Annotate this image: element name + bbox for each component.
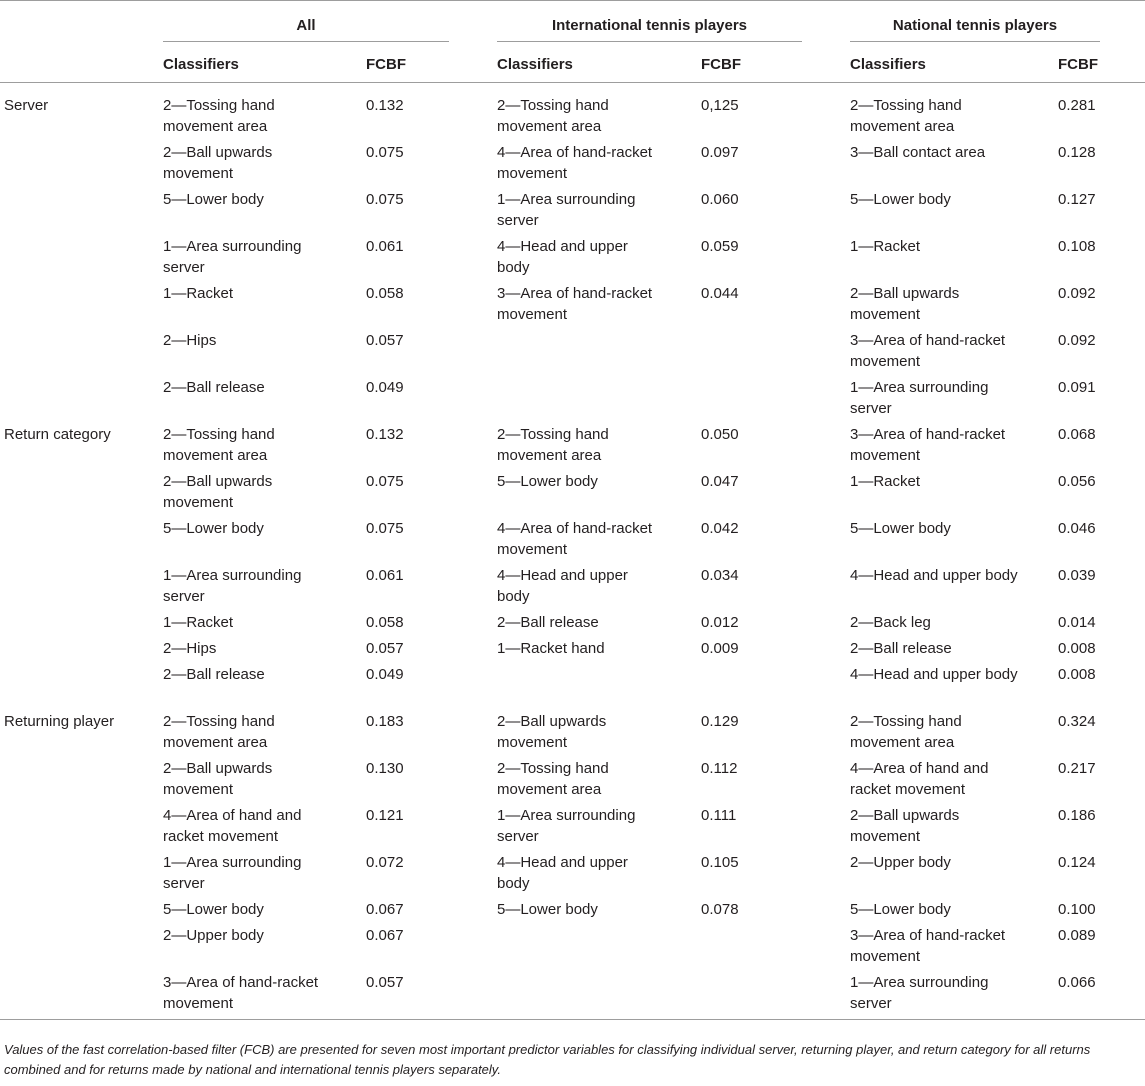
fcbf-value-cell: 0.075 (366, 144, 404, 161)
fcbf-value-cell: 0.128 (1058, 144, 1096, 161)
classifier-cell (497, 330, 701, 377)
classifier-cell: 4—Head and upper body (497, 567, 628, 605)
group-header-national: National tennis players (850, 6, 1145, 42)
classifier-cell: 2—Upper body (850, 854, 951, 871)
table-row (0, 424, 1145, 471)
classifier-cell: 2—Ball upwards movement (850, 285, 960, 323)
classifier-cell: 1—Racket hand (497, 640, 605, 657)
fcbf-value-cell: 0.008 (1058, 666, 1096, 683)
sub-header-row (0, 42, 1145, 83)
fcbf-value-cell (701, 664, 850, 711)
classifier-cell: 2—Tossing hand movement area (850, 97, 962, 135)
classifier-cell: 1—Area surrounding server (497, 807, 636, 845)
fcbf-value-cell: 0.039 (1058, 567, 1096, 584)
table-row (0, 377, 1145, 424)
row-group-label (0, 758, 163, 805)
fcbf-value-cell: 0.111 (701, 807, 737, 824)
fcbf-value-cell: 0.078 (701, 901, 739, 918)
classifier-cell: 2—Tossing hand movement area (497, 426, 609, 464)
col-header-classifiers: Classifiers (497, 56, 573, 73)
fcbf-value-cell: 0.127 (1058, 191, 1096, 208)
fcbf-value-cell: 0.105 (701, 854, 739, 871)
classifier-cell: 4—Head and upper body (850, 666, 1018, 683)
table-row (0, 83, 1145, 143)
table-row (0, 565, 1145, 612)
classifier-cell: 3—Area of hand-racket movement (850, 927, 1006, 965)
classifier-cell: 3—Area of hand-racket movement (850, 332, 1006, 370)
classifier-cell: 2—Tossing hand movement area (497, 97, 609, 135)
classifier-cell: 2—Hips (163, 640, 217, 657)
fcbf-value-cell: 0.217 (1058, 760, 1096, 777)
classifier-cell: 2—Ball release (163, 379, 265, 396)
fcbf-value-cell: 0.047 (701, 473, 739, 490)
fcbf-value-cell: 0.057 (366, 332, 404, 349)
classifier-cell: 1—Racket (163, 614, 234, 631)
row-group-label (0, 189, 163, 236)
classifier-cell: 1—Racket (163, 285, 234, 302)
row-group-label (0, 377, 163, 424)
fcbf-value-cell: 0.067 (366, 927, 404, 944)
classifier-cell (497, 972, 701, 1020)
table-row (0, 142, 1145, 189)
fcbf-value-cell: 0.060 (701, 191, 739, 208)
classifier-cell: 5—Lower body (163, 191, 264, 208)
fcbf-value-cell: 0.130 (366, 760, 404, 777)
classifier-cell (497, 925, 701, 972)
fcbf-value-cell: 0.092 (1058, 332, 1096, 349)
classifier-cell: 5—Lower body (850, 520, 951, 537)
classifier-cell: 1—Area surrounding server (497, 191, 636, 229)
classifier-cell: 2—Ball upwards movement (850, 807, 960, 845)
classifier-cell (497, 664, 701, 711)
fcbf-value-cell: 0.100 (1058, 901, 1096, 918)
table-row (0, 852, 1145, 899)
classifier-cell: 4—Area of hand and racket movement (163, 807, 302, 845)
row-group-label (0, 638, 163, 664)
fcbf-value-cell: 0.132 (366, 97, 404, 114)
fcbf-value-cell: 0.324 (1058, 713, 1096, 730)
col-header-fcbf: FCBF (366, 56, 406, 73)
col-header-classifiers: Classifiers (163, 56, 239, 73)
fcbf-value-cell: 0.057 (366, 974, 404, 991)
fcbf-value-cell: 0.009 (701, 640, 739, 657)
classifier-cell: 3—Ball contact area (850, 144, 986, 161)
table-row (0, 805, 1145, 852)
table-body (0, 83, 1145, 1020)
fcbf-value-cell: 0.059 (701, 238, 739, 255)
table-row (0, 664, 1145, 711)
fcbf-value-cell: 0.066 (1058, 974, 1096, 991)
table-row (0, 972, 1145, 1020)
fcbf-value-cell (701, 330, 850, 377)
fcbf-value-cell: 0.091 (1058, 379, 1096, 396)
classifier-cell: 5—Lower body (850, 191, 951, 208)
classifier-cell: 2—Tossing hand movement area (163, 713, 275, 751)
classifier-cell: 2—Ball release (163, 666, 265, 683)
group-header-row (0, 6, 1145, 42)
classifier-cell: 2—Ball upwards movement (497, 713, 607, 751)
group-header-international: International tennis players (497, 6, 850, 42)
fcbf-value-cell: 0.124 (1058, 854, 1096, 871)
classifier-cell: 2—Hips (163, 332, 217, 349)
fcbf-value-cell: 0.042 (701, 520, 739, 537)
fcbf-value-cell: 0.061 (366, 238, 404, 255)
fcbf-value-cell (701, 925, 850, 972)
fcbf-value-cell (701, 972, 850, 1020)
fcbf-value-cell: 0.058 (366, 614, 404, 631)
row-group-label (0, 925, 163, 972)
table-row (0, 638, 1145, 664)
classifier-cell: 1—Racket (850, 473, 921, 490)
classifier-cell: 3—Area of hand-racket movement (163, 974, 319, 1012)
fcbf-value-cell: 0.112 (701, 760, 738, 777)
row-group-label (0, 972, 163, 1020)
fcbf-value-cell: 0.056 (1058, 473, 1096, 490)
col-header-fcbf: FCBF (1058, 56, 1098, 73)
classifier-cell: 2—Ball release (850, 640, 952, 657)
row-group-label (0, 899, 163, 925)
fcbf-value-cell: 0.034 (701, 567, 739, 584)
classifier-cell: 5—Lower body (497, 901, 598, 918)
col-header-classifiers: Classifiers (850, 56, 926, 73)
col-header-fcbf: FCBF (701, 56, 741, 73)
classifier-cell: 5—Lower body (163, 520, 264, 537)
classifier-cell: 2—Tossing hand movement area (497, 760, 609, 798)
fcbf-value-cell: 0.132 (366, 426, 404, 443)
group-header-all: All (163, 6, 497, 42)
classifier-cell: 2—Ball upwards movement (163, 473, 273, 511)
fcbf-value-cell: 0.044 (701, 285, 739, 302)
table-row (0, 758, 1145, 805)
classifier-cell: 4—Head and upper body (850, 567, 1018, 584)
fcbf-value-cell: 0.014 (1058, 614, 1096, 631)
classifier-cell: 1—Area surrounding server (163, 854, 302, 892)
classifier-cell: 2—Back leg (850, 614, 931, 631)
fcbf-value-cell: 0.057 (366, 640, 404, 657)
table-row (0, 925, 1145, 972)
fcbf-value-cell: 0.092 (1058, 285, 1096, 302)
fcbf-value-cell: 0.067 (366, 901, 404, 918)
classifier-cell: 1—Racket (850, 238, 921, 255)
classifier-cell: 1—Area surrounding server (850, 974, 989, 1012)
row-group-label (0, 283, 163, 330)
table-row (0, 518, 1145, 565)
classifier-cell: 5—Lower body (163, 901, 264, 918)
row-group-label: Server (4, 97, 49, 114)
classifier-cell: 4—Area of hand-racket movement (497, 144, 653, 182)
row-group-label (0, 471, 163, 518)
row-group-label (0, 805, 163, 852)
fcbf-value-cell: 0.012 (701, 614, 739, 631)
table-row (0, 283, 1145, 330)
classifier-cell: 2—Ball release (497, 614, 599, 631)
classifier-cell: 4—Head and upper body (497, 854, 628, 892)
fcbf-value-cell: 0.061 (366, 567, 404, 584)
table-row (0, 612, 1145, 638)
classifier-cell: 3—Area of hand-racket movement (850, 426, 1006, 464)
fcbf-value-cell: 0.089 (1058, 927, 1096, 944)
table-row (0, 236, 1145, 283)
classifier-cell: 5—Lower body (850, 901, 951, 918)
fcbf-value-cell: 0.281 (1058, 97, 1096, 114)
classifier-cell: 2—Ball upwards movement (163, 144, 273, 182)
fcbf-value-cell: 0.129 (701, 713, 739, 730)
fcbf-value-cell: 0.075 (366, 473, 404, 490)
row-group-label (0, 565, 163, 612)
row-group-label: Return category (4, 426, 111, 443)
fcbf-value-cell: 0.046 (1058, 520, 1096, 537)
classifier-cell: 4—Area of hand and racket movement (850, 760, 989, 798)
fcbf-value-cell: 0.183 (366, 713, 404, 730)
fcbf-value-cell (701, 377, 850, 424)
row-group-label (0, 236, 163, 283)
classifier-cell (497, 377, 701, 424)
table-row (0, 711, 1145, 758)
table-caption: Values of the fast correlation-based filter (FCB) are presented for seven most important predictor variables for classifying individual server, returning player, and return category for all returns combined and for returns made by national and international tennis players separately. (4, 1042, 1091, 1077)
classifier-cell: 4—Head and upper body (497, 238, 628, 276)
classifier-cell: 5—Lower body (497, 473, 598, 490)
classifier-cell: 1—Area surrounding server (163, 238, 302, 276)
classifier-cell: 2—Ball upwards movement (163, 760, 273, 798)
classifier-cell: 4—Area of hand-racket movement (497, 520, 653, 558)
fcbf-value-cell: 0.008 (1058, 640, 1096, 657)
classifier-cell: 3—Area of hand-racket movement (497, 285, 653, 323)
table-row (0, 471, 1145, 518)
classifier-cell: 2—Upper body (163, 927, 264, 944)
row-group-label (0, 330, 163, 377)
row-group-label (0, 612, 163, 638)
table-row (0, 899, 1145, 925)
fcbf-value-cell: 0.108 (1058, 238, 1096, 255)
fcbf-value-cell: 0.121 (366, 807, 404, 824)
table-row (0, 189, 1145, 236)
fcbf-value-cell: 0.075 (366, 191, 404, 208)
fcbf-value-cell: 0.072 (366, 854, 404, 871)
table-row (0, 330, 1145, 377)
fcbf-value-cell: 0.058 (366, 285, 404, 302)
classifier-cell: 1—Area surrounding server (163, 567, 302, 605)
fcbf-value-cell: 0.186 (1058, 807, 1096, 824)
classifier-cell: 1—Area surrounding server (850, 379, 989, 417)
fcbf-value-cell: 0.049 (366, 379, 404, 396)
fcbf-value-cell: 0.068 (1058, 426, 1096, 443)
row-group-label (0, 142, 163, 189)
fcbf-value-cell: 0.097 (701, 144, 739, 161)
row-group-label (0, 852, 163, 899)
fcbf-value-cell: 0,125 (701, 97, 739, 114)
row-group-label (0, 664, 163, 711)
fcbf-value-cell: 0.050 (701, 426, 739, 443)
row-group-label: Returning player (4, 713, 115, 730)
classifier-cell: 2—Tossing hand movement area (163, 97, 275, 135)
row-group-label (0, 518, 163, 565)
classifier-cell: 2—Tossing hand movement area (850, 713, 962, 751)
fcbf-value-cell: 0.049 (366, 666, 404, 683)
classifier-cell: 2—Tossing hand movement area (163, 426, 275, 464)
fcbf-value-cell: 0.075 (366, 520, 404, 537)
